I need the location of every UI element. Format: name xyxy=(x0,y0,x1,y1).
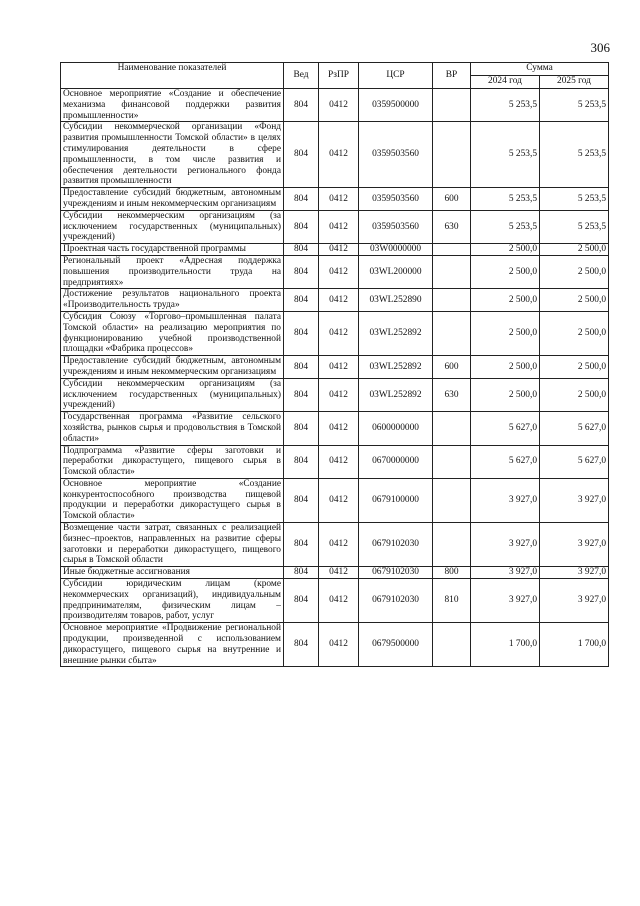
row-ved-cell: 804 xyxy=(284,89,319,122)
row-csr-cell: 0670000000 xyxy=(359,445,433,478)
table-row xyxy=(61,623,609,667)
budget-table xyxy=(60,62,609,667)
row-csr-cell: 0600000000 xyxy=(359,412,433,445)
row-name-cell: Государственная программа «Развитие сельского хозяйства, рынков сырья и продовольствия в Томской области» xyxy=(61,412,284,445)
row-csr-cell: 0359503560 xyxy=(359,210,433,243)
row-sum-2025-cell: 5 253,5 xyxy=(540,188,609,211)
row-name-cell: Основное мероприятие «Создание и обеспечение механизма финансовой поддержки развития промышленности» xyxy=(61,89,284,122)
table-row xyxy=(61,378,609,411)
row-name-cell: Достижение результатов национального проекта «Производительность труда» xyxy=(61,289,284,312)
row-vr-cell: 630 xyxy=(433,210,471,243)
row-vr-cell xyxy=(433,122,471,188)
table-row xyxy=(61,244,609,256)
row-csr-cell: 03WL252892 xyxy=(359,356,433,379)
row-sum-2025-cell: 3 927,0 xyxy=(540,579,609,623)
row-sum-2024-cell: 5 627,0 xyxy=(471,412,540,445)
row-name-cell: Региональный проект «Адресная поддержка повышения производительности труда на предприятиях» xyxy=(61,255,284,288)
row-ved-cell: 804 xyxy=(284,378,319,411)
row-sum-2024-cell: 2 500,0 xyxy=(471,311,540,355)
row-vr-cell xyxy=(433,289,471,312)
row-sum-2024-cell: 3 927,0 xyxy=(471,523,540,567)
row-sum-2025-cell: 5 627,0 xyxy=(540,445,609,478)
row-ved-cell: 804 xyxy=(284,523,319,567)
header-csr: ЦСР xyxy=(359,63,433,89)
row-csr-cell: 03W0000000 xyxy=(359,244,433,256)
row-sum-2025-cell: 3 927,0 xyxy=(540,478,609,522)
row-ved-cell: 804 xyxy=(284,445,319,478)
row-sum-2024-cell: 5 253,5 xyxy=(471,89,540,122)
row-name-cell: Иные бюджетные ассигнования xyxy=(61,567,284,579)
table-row xyxy=(61,255,609,288)
row-sum-2024-cell: 5 253,5 xyxy=(471,122,540,188)
row-csr-cell: 0679102030 xyxy=(359,579,433,623)
row-rzpr-cell: 0412 xyxy=(319,378,359,411)
row-sum-2024-cell: 2 500,0 xyxy=(471,378,540,411)
row-csr-cell: 0679102030 xyxy=(359,567,433,579)
row-sum-2025-cell: 2 500,0 xyxy=(540,255,609,288)
row-rzpr-cell: 0412 xyxy=(319,523,359,567)
row-vr-cell: 600 xyxy=(433,188,471,211)
row-rzpr-cell: 0412 xyxy=(319,579,359,623)
row-sum-2025-cell: 1 700,0 xyxy=(540,623,609,667)
row-ved-cell: 804 xyxy=(284,311,319,355)
header-ved: Вед xyxy=(284,63,319,89)
row-csr-cell: 03WL252890 xyxy=(359,289,433,312)
table-header xyxy=(61,63,609,89)
row-name-cell: Предоставление субсидий бюджетным, автономным учреждениям и иным некоммерческим организациям xyxy=(61,356,284,379)
row-vr-cell: 630 xyxy=(433,378,471,411)
row-rzpr-cell: 0412 xyxy=(319,356,359,379)
row-name-cell: Проектная часть государственной программы xyxy=(61,244,284,256)
row-csr-cell: 0679102030 xyxy=(359,523,433,567)
row-sum-2024-cell: 1 700,0 xyxy=(471,623,540,667)
row-vr-cell xyxy=(433,523,471,567)
row-vr-cell xyxy=(433,478,471,522)
row-rzpr-cell: 0412 xyxy=(319,623,359,667)
table-row xyxy=(61,122,609,188)
table-row xyxy=(61,445,609,478)
row-vr-cell xyxy=(433,255,471,288)
row-name-cell: Основное мероприятие «Создание конкурентоспособного производства пищевой продукции и переработки дикорастущего сырья в Томской области» xyxy=(61,478,284,522)
row-rzpr-cell: 0412 xyxy=(319,122,359,188)
row-ved-cell: 804 xyxy=(284,122,319,188)
table-row xyxy=(61,478,609,522)
row-ved-cell: 804 xyxy=(284,567,319,579)
row-vr-cell xyxy=(433,244,471,256)
row-rzpr-cell: 0412 xyxy=(319,255,359,288)
row-sum-2024-cell: 2 500,0 xyxy=(471,244,540,256)
row-name-cell: Субсидии некоммерческим организациям (за исключением государственных (муниципальных) учреждений) xyxy=(61,210,284,243)
row-sum-2024-cell: 2 500,0 xyxy=(471,289,540,312)
row-sum-2024-cell: 3 927,0 xyxy=(471,579,540,623)
row-rzpr-cell: 0412 xyxy=(319,244,359,256)
row-sum-2025-cell: 3 927,0 xyxy=(540,523,609,567)
row-name-cell: Субсидии юридическим лицам (кроме некоммерческих организаций), индивидуальным предпринимателям, физическим лицам – производителям товаров, работ, услуг xyxy=(61,579,284,623)
row-vr-cell xyxy=(433,311,471,355)
header-vr: ВР xyxy=(433,63,471,89)
row-name-cell: Субсидии некоммерческим организациям (за исключением государственных (муниципальных) учреждений) xyxy=(61,378,284,411)
row-vr-cell: 810 xyxy=(433,579,471,623)
row-csr-cell: 0679100000 xyxy=(359,478,433,522)
row-name-cell: Основное мероприятие «Продвижение региональной продукции, произведенной с использованием дикорастущего, пищевого сырья на внутренние и внешние рынки сбыта» xyxy=(61,623,284,667)
row-csr-cell: 0359503560 xyxy=(359,122,433,188)
table-row xyxy=(61,567,609,579)
row-ved-cell: 804 xyxy=(284,188,319,211)
row-ved-cell: 804 xyxy=(284,244,319,256)
table-row xyxy=(61,412,609,445)
row-name-cell: Субсидии некоммерческой организации «Фонд развития промышленности Томской области» в целях стимулирования деятельности в сфере промышленности, в том числе развития и обеспечения деятельности регионального фонда развития промышленности xyxy=(61,122,284,188)
row-sum-2025-cell: 5 253,5 xyxy=(540,122,609,188)
header-sum: Сумма xyxy=(471,63,609,76)
row-rzpr-cell: 0412 xyxy=(319,289,359,312)
table-row xyxy=(61,210,609,243)
row-rzpr-cell: 0412 xyxy=(319,89,359,122)
row-rzpr-cell: 0412 xyxy=(319,445,359,478)
row-name-cell: Субсидия Союзу «Торгово–промышленная палата Томской области» на реализацию мероприятия по функционированию учебной производственной площадки «Фабрика процессов» xyxy=(61,311,284,355)
row-rzpr-cell: 0412 xyxy=(319,567,359,579)
row-ved-cell: 804 xyxy=(284,210,319,243)
row-sum-2025-cell: 2 500,0 xyxy=(540,289,609,312)
row-rzpr-cell: 0412 xyxy=(319,210,359,243)
row-ved-cell: 804 xyxy=(284,289,319,312)
row-sum-2024-cell: 2 500,0 xyxy=(471,356,540,379)
row-vr-cell xyxy=(433,623,471,667)
header-year-2025: 2025 год xyxy=(540,76,609,89)
row-ved-cell: 804 xyxy=(284,623,319,667)
table-row xyxy=(61,523,609,567)
row-sum-2024-cell: 5 627,0 xyxy=(471,445,540,478)
row-ved-cell: 804 xyxy=(284,255,319,288)
row-sum-2025-cell: 2 500,0 xyxy=(540,244,609,256)
row-vr-cell: 800 xyxy=(433,567,471,579)
row-sum-2025-cell: 2 500,0 xyxy=(540,311,609,355)
table-row xyxy=(61,356,609,379)
table-row xyxy=(61,311,609,355)
row-sum-2024-cell: 3 927,0 xyxy=(471,567,540,579)
row-name-cell: Возмещение части затрат, связанных с реализацией бизнес–проектов, направленных на развитие сферы заготовки и переработки дикорастущего, пищевого сырья в Томской области xyxy=(61,523,284,567)
table-body xyxy=(61,89,609,667)
row-sum-2025-cell: 5 253,5 xyxy=(540,210,609,243)
page-number: 306 xyxy=(590,40,610,55)
row-sum-2024-cell: 3 927,0 xyxy=(471,478,540,522)
row-rzpr-cell: 0412 xyxy=(319,412,359,445)
row-vr-cell xyxy=(433,89,471,122)
row-vr-cell xyxy=(433,445,471,478)
row-csr-cell: 0679500000 xyxy=(359,623,433,667)
row-ved-cell: 804 xyxy=(284,412,319,445)
header-year-2024: 2024 год xyxy=(471,76,540,89)
row-sum-2025-cell: 2 500,0 xyxy=(540,378,609,411)
row-sum-2024-cell: 5 253,5 xyxy=(471,210,540,243)
row-csr-cell: 0359500000 xyxy=(359,89,433,122)
row-ved-cell: 804 xyxy=(284,356,319,379)
row-sum-2025-cell: 5 627,0 xyxy=(540,412,609,445)
header-rzpr: РзПР xyxy=(319,63,359,89)
row-vr-cell xyxy=(433,412,471,445)
table-row xyxy=(61,579,609,623)
row-csr-cell: 0359503560 xyxy=(359,188,433,211)
row-csr-cell: 03WL200000 xyxy=(359,255,433,288)
row-rzpr-cell: 0412 xyxy=(319,188,359,211)
row-sum-2024-cell: 5 253,5 xyxy=(471,188,540,211)
row-csr-cell: 03WL252892 xyxy=(359,311,433,355)
table-row xyxy=(61,89,609,122)
row-sum-2025-cell: 2 500,0 xyxy=(540,356,609,379)
row-name-cell: Подпрограмма «Развитие сферы заготовки и переработки дикорастущего, пищевого сырья в Томской области» xyxy=(61,445,284,478)
row-name-cell: Предоставление субсидий бюджетным, автономным учреждениям и иным некоммерческим организациям xyxy=(61,188,284,211)
row-vr-cell: 600 xyxy=(433,356,471,379)
row-ved-cell: 804 xyxy=(284,478,319,522)
row-csr-cell: 03WL252892 xyxy=(359,378,433,411)
header-name: Наименование показателей xyxy=(61,63,284,89)
table-row xyxy=(61,188,609,211)
row-sum-2025-cell: 5 253,5 xyxy=(540,89,609,122)
row-sum-2025-cell: 3 927,0 xyxy=(540,567,609,579)
row-sum-2024-cell: 2 500,0 xyxy=(471,255,540,288)
table-row xyxy=(61,289,609,312)
row-ved-cell: 804 xyxy=(284,579,319,623)
row-rzpr-cell: 0412 xyxy=(319,311,359,355)
row-rzpr-cell: 0412 xyxy=(319,478,359,522)
